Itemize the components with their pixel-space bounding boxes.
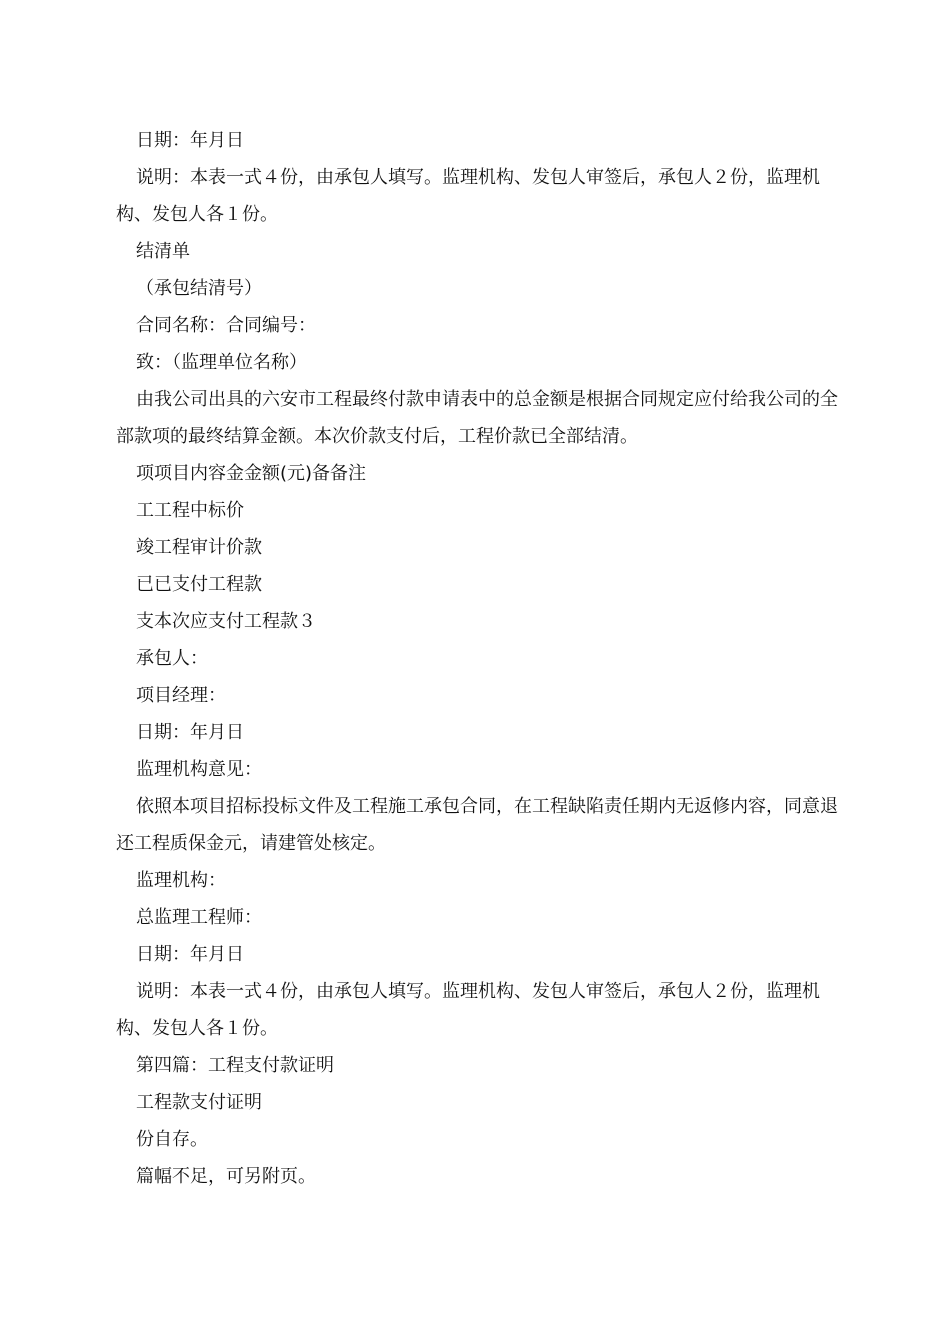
- section-title-payment: 工程款支付证明: [136, 1092, 262, 1113]
- table-row-line: 支本次应支付工程款３: [136, 611, 316, 632]
- table-row-line: 已已支付工程款: [136, 574, 262, 595]
- date-line: 日期：年月日: [136, 944, 244, 965]
- chief-engineer-label: 总监理工程师：: [136, 907, 262, 928]
- table-row-line: 竣工程审计价款: [136, 537, 262, 558]
- project-manager-label: 项目经理：: [136, 685, 226, 706]
- addressee: 致：（监理单位名称）: [136, 352, 307, 373]
- contract-info: 合同名称：合同编号：: [136, 315, 316, 336]
- chapter-heading: 第四篇：工程支付款证明: [136, 1055, 334, 1076]
- document-body: [116, 122, 838, 1195]
- body-paragraph: 由我公司出具的六安市工程最终付款申请表中的总金额是根据合同规定应付给我公司的全部款项的最终结算金额。本次价款支付后，工程价款已全部结清。: [116, 389, 838, 447]
- table-header-line: 项项目内容金金额(元)备备注: [136, 463, 367, 484]
- date-line: 日期：年月日: [136, 722, 244, 743]
- settlement-number: （承包结清号）: [136, 278, 262, 299]
- note-paragraph: 说明：本表一式４份，由承包人填写。监理机构、发包人审签后，承包人２份，监理机构、发包人各１份。: [116, 981, 820, 1039]
- copy-note: 份自存。: [136, 1129, 208, 1150]
- supervisor-opinion-text: 依照本项目招标投标文件及工程施工承包合同，在工程缺陷责任期内无返修内容，同意退还工程质保金元，请建管处核定。: [116, 796, 838, 854]
- table-row-line: 工工程中标价: [136, 500, 244, 521]
- date-line: 日期：年月日: [136, 130, 244, 151]
- contractor-label: 承包人：: [136, 648, 208, 669]
- note-paragraph: 说明：本表一式４份，由承包人填写。监理机构、发包人审签后，承包人２份，监理机构、发包人各１份。: [116, 167, 820, 225]
- section-title-settlement: 结清单: [136, 241, 190, 262]
- supervisor-org-label: 监理机构：: [136, 870, 226, 891]
- supervisor-opinion-label: 监理机构意见：: [136, 759, 262, 780]
- attachment-note: 篇幅不足，可另附页。: [136, 1166, 316, 1187]
